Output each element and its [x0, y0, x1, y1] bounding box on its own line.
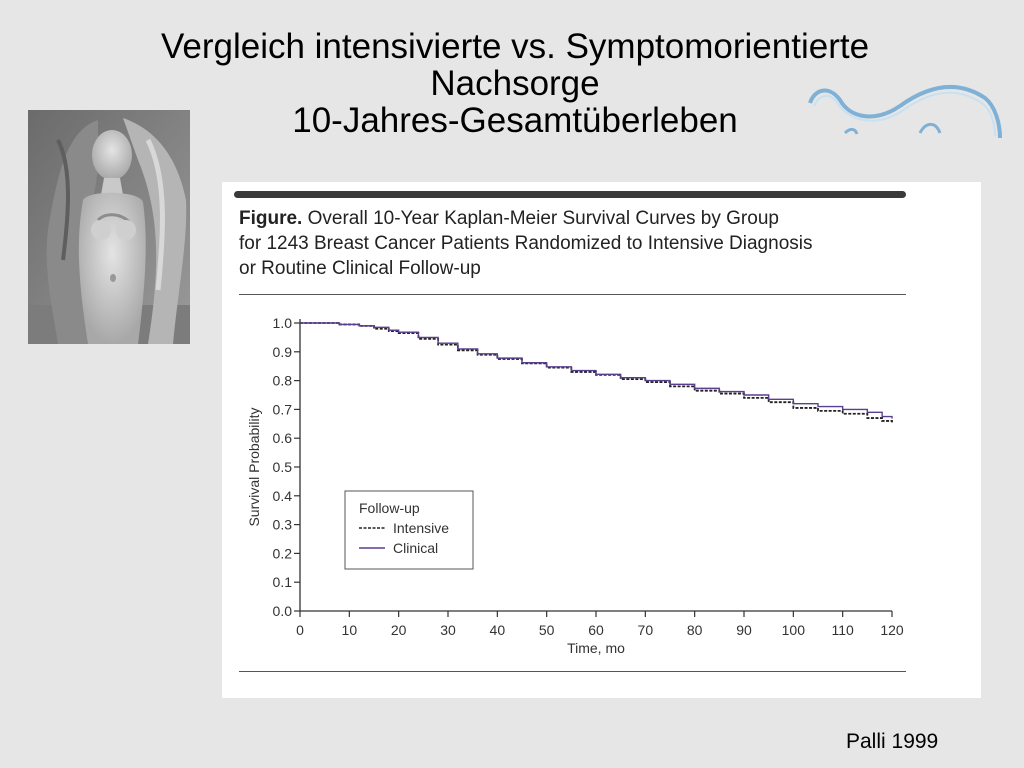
source-citation: Palli 1999 — [846, 730, 939, 753]
title-line-3: 10-Jahres-Gesamtüberleben — [292, 101, 738, 140]
y-tick-label: 0.8 — [272, 372, 292, 389]
y-tick-label: 0.0 — [272, 603, 292, 619]
y-tick-label: 0.9 — [272, 343, 292, 360]
title-line-1: Vergleich intensivierte vs. Symptomorientierte — [160, 27, 870, 66]
series-line-clinical — [300, 323, 892, 419]
survival-chart — [222, 182, 981, 698]
x-axis-label: Time, mo — [567, 640, 625, 656]
chart-series — [300, 323, 892, 422]
title-line-2: Nachsorge — [430, 64, 600, 103]
caption-label: Figure. — [239, 208, 303, 229]
chart-axes — [246, 315, 904, 656]
wave-logo — [805, 78, 1005, 148]
x-tick-label: 30 — [440, 622, 456, 638]
x-tick-label: 70 — [637, 622, 654, 638]
caption-line-1: Overall 10-Year Kaplan-Meier Survival Curves by Group — [307, 208, 779, 229]
y-tick-label: 0.6 — [272, 430, 292, 447]
figure-panel — [222, 182, 981, 698]
x-tick-label: 0 — [296, 622, 304, 638]
caption-line-3: or Routine Clinical Follow-up — [239, 258, 481, 279]
y-tick-label: 0.3 — [272, 516, 292, 533]
x-tick-label: 60 — [588, 622, 604, 638]
x-tick-label: 90 — [736, 622, 752, 638]
legend-label: Intensive — [393, 520, 450, 536]
y-tick-label: 0.1 — [272, 574, 292, 591]
x-tick-label: 10 — [341, 622, 358, 638]
y-tick-label: 0.5 — [272, 459, 292, 475]
y-tick-label: 0.2 — [272, 545, 292, 562]
x-tick-label: 100 — [781, 622, 806, 638]
y-axis-label: Survival Probability — [246, 407, 262, 527]
x-tick-label: 20 — [390, 622, 407, 638]
chart-legend — [345, 491, 473, 569]
y-tick-label: 0.4 — [272, 487, 292, 504]
y-tick-label: 0.7 — [272, 401, 292, 418]
x-tick-label: 110 — [831, 622, 854, 638]
caption-line-2: for 1243 Breast Cancer Patients Randomized to Intensive Diagnosis — [239, 233, 813, 254]
x-tick-label: 40 — [489, 622, 506, 638]
legend-title: Follow-up — [359, 500, 420, 516]
y-tick-label: 1.0 — [272, 315, 292, 331]
legend-label: Clinical — [393, 540, 439, 556]
x-tick-label: 80 — [686, 622, 703, 638]
x-tick-label: 50 — [538, 622, 555, 638]
portrait-image — [28, 110, 190, 344]
x-tick-label: 120 — [880, 622, 904, 638]
